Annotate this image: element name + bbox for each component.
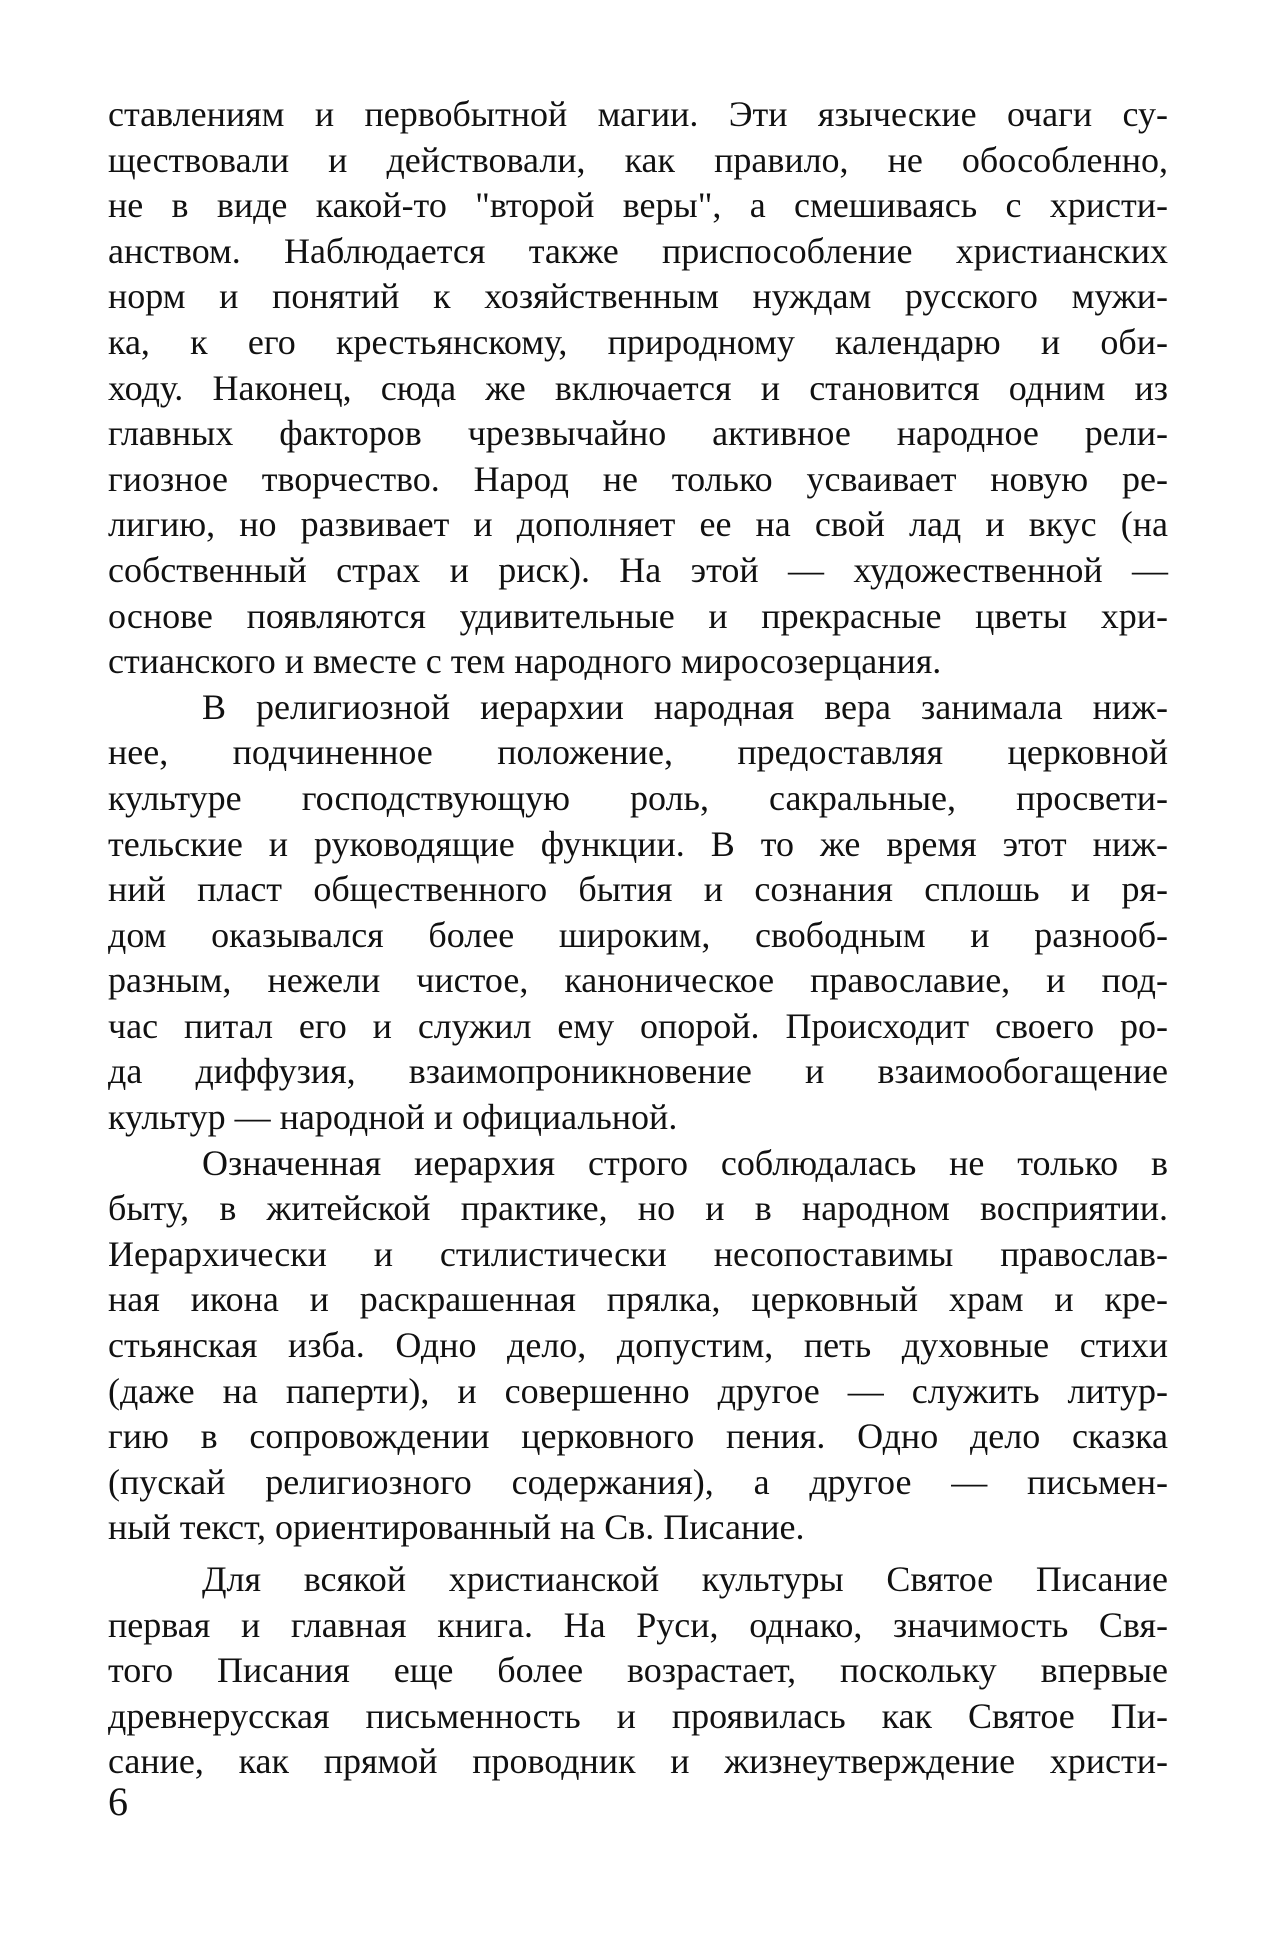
text-line: Означенная иерархия строго соблюдалась не только в (202, 1142, 1168, 1183)
text-line: собственный страх и риск). На этой — художественной — (108, 549, 1168, 590)
text-line: разным, нежели чистое, каноническое православие, и под- (108, 960, 1168, 1001)
text-line: Для всякой христианской культуры Святое Писание (202, 1559, 1168, 1599)
text-line: того Писания еще более возрастает, поскольку впервые (108, 1650, 1168, 1691)
text-line: гию в сопровождении церковного пения. Одно дело сказка (108, 1416, 1168, 1457)
text-line: В религиозной иерархии народная вера занимала ниж- (202, 686, 1168, 727)
text-line: нее, подчиненное положение, предоставляя церковной (108, 732, 1168, 773)
text-line: ная икона и раскрашенная прялка, церковный храм и кре- (108, 1279, 1168, 1320)
text-line: дом оказывался более широким, свободным и разнооб- (108, 914, 1168, 955)
text-line: ка, к его крестьянскому, природному календарю и оби- (108, 321, 1168, 362)
paragraph-4 (108, 1557, 1168, 1785)
text-line: да диффузия, взаимопроникновение и взаимообогащение (108, 1051, 1168, 1092)
text-line: лигию, но развивает и дополняет ее на свой лад и вкус (на (108, 504, 1168, 545)
text-line: ществовали и действовали, как правило, не обособленно, (108, 139, 1168, 180)
text-line: ный текст, ориентированный на Св. Писание. (108, 1507, 805, 1548)
text-line: первая и главная книга. На Руси, однако, значимость Свя- (108, 1604, 1168, 1645)
text-line: гиозное творчество. Народ не только усваивает новую ре- (108, 458, 1168, 499)
text-line: (пускай религиозного содержания), а другое — письмен- (108, 1461, 1168, 1502)
text-line: ходу. Наконец, сюда же включается и становится одним из (108, 367, 1168, 408)
paragraph-3 (108, 1141, 1168, 1551)
page-number: 6 (108, 1779, 128, 1824)
text-line: час питал его и служил ему опорой. Происходит своего ро- (108, 1005, 1168, 1046)
text-line: стьянская изба. Одно дело, допустим, петь духовные стихи (108, 1325, 1168, 1366)
paragraph-2 (108, 685, 1168, 1141)
text-line: ставлениям и первобытной магии. Эти языческие очаги су- (108, 94, 1168, 134)
text-line: ний пласт общественного бытия и сознания сплошь и ря- (108, 869, 1168, 910)
paragraph-1 (108, 92, 1168, 685)
text-line: не в виде какой-то "второй веры", а смешиваясь с христи- (108, 185, 1168, 226)
text-line: стианского и вместе с тем народного миросозерцания. (108, 641, 942, 682)
text-line: основе появляются удивительные и прекрасные цветы хри- (108, 595, 1168, 636)
text-line: культуре господствующую роль, сакральные, просвети- (108, 777, 1168, 818)
text-line: культур — народной и официальной. (108, 1097, 678, 1138)
body-text (108, 92, 1168, 1785)
text-line: анством. Наблюдается также приспособление христианских (108, 230, 1168, 271)
text-line: сание, как прямой проводник и жизнеутверждение христи- (108, 1741, 1168, 1782)
text-line: (даже на паперти), и совершенно другое — служить литур- (108, 1370, 1168, 1411)
text-line: норм и понятий к хозяйственным нуждам русского мужи- (108, 276, 1168, 317)
text-line: быту, в житейской практике, но и в народном восприятии. (108, 1188, 1168, 1229)
text-line: древнерусская письменность и проявилась как Святое Пи- (108, 1695, 1168, 1736)
text-line: Иерархически и стилистически несопоставимы православ- (108, 1233, 1168, 1274)
text-line: главных факторов чрезвычайно активное народное рели- (108, 413, 1168, 454)
text-line: тельские и руководящие функции. В то же время этот ниж- (108, 823, 1168, 864)
